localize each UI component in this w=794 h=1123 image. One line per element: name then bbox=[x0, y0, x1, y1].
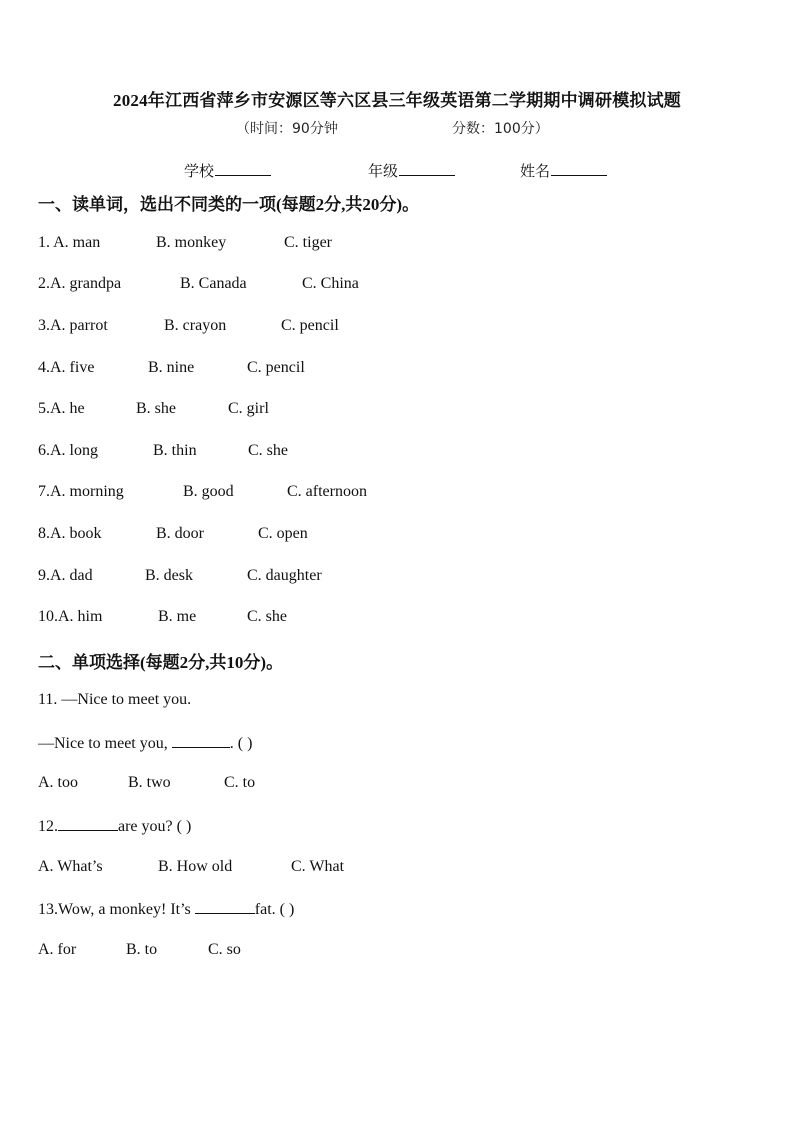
grade-blank[interactable] bbox=[399, 161, 455, 176]
option-c: C. pencil bbox=[247, 359, 305, 376]
option-c: C. tiger bbox=[284, 234, 332, 251]
question-13-blank[interactable] bbox=[195, 899, 255, 914]
question-13-text: 13.Wow, a monkey! It’s bbox=[38, 901, 195, 918]
grade-field bbox=[368, 160, 455, 181]
option-a: 4.A. five bbox=[38, 359, 95, 376]
option-a: A. What’s bbox=[38, 858, 103, 875]
option-c: C. afternoon bbox=[287, 483, 367, 500]
question-11-blank[interactable] bbox=[172, 733, 230, 748]
option-c: C. so bbox=[208, 941, 241, 958]
question-11-stem: 11. —Nice to meet you. bbox=[38, 691, 192, 708]
option-b: B. nine bbox=[148, 359, 195, 376]
question-12-text: are you? ( ) bbox=[118, 818, 192, 835]
name-field bbox=[520, 160, 607, 181]
option-a: A. for bbox=[38, 941, 77, 958]
option-b: B. two bbox=[128, 774, 171, 791]
option-c: C. open bbox=[258, 525, 308, 542]
question-13-stem bbox=[38, 899, 294, 919]
option-a: 9.A. dad bbox=[38, 567, 93, 584]
name-label: 姓名 bbox=[520, 164, 551, 180]
option-c: C. to bbox=[224, 774, 256, 791]
option-c: C. she bbox=[248, 442, 288, 459]
question-12-blank[interactable] bbox=[58, 816, 118, 831]
option-a: 8.A. book bbox=[38, 525, 102, 542]
option-b: B. to bbox=[126, 941, 158, 958]
option-a: A. too bbox=[38, 774, 78, 791]
name-blank[interactable] bbox=[551, 161, 607, 176]
school-blank[interactable] bbox=[215, 161, 271, 176]
page-title: 2024年江西省萍乡市安源区等六区县三年级英语第二学期期中调研模拟试题 bbox=[113, 91, 681, 110]
option-c: C. pencil bbox=[281, 317, 339, 334]
section-1-heading: 一、读单词，选出不同类的一项(每题2分,共20分)。 bbox=[38, 195, 420, 214]
option-c: C. China bbox=[302, 275, 359, 292]
question-11-paren: . ( ) bbox=[229, 735, 253, 752]
exam-score: 分数：100分） bbox=[452, 121, 549, 137]
option-c: C. girl bbox=[228, 400, 269, 417]
option-a: 2.A. grandpa bbox=[38, 275, 122, 292]
section-2-heading: 二、单项选择(每题2分,共10分)。 bbox=[38, 653, 284, 672]
option-c: C. she bbox=[247, 608, 287, 625]
option-a: 10.A. him bbox=[38, 608, 103, 625]
option-b: B. desk bbox=[145, 567, 193, 584]
question-11-line2 bbox=[38, 733, 252, 753]
option-c: C. daughter bbox=[247, 567, 322, 584]
option-b: B. monkey bbox=[156, 234, 227, 251]
option-b: B. she bbox=[136, 400, 176, 417]
option-b: B. good bbox=[183, 483, 234, 500]
option-b: B. me bbox=[158, 608, 197, 625]
option-a: 3.A. parrot bbox=[38, 317, 108, 334]
option-b: B. crayon bbox=[164, 317, 227, 334]
exam-time: （时间：90分钟 bbox=[236, 121, 338, 137]
question-12-number: 12. bbox=[38, 818, 58, 835]
option-b: B. Canada bbox=[180, 275, 247, 292]
grade-label: 年级 bbox=[368, 164, 399, 180]
option-a: 7.A. morning bbox=[38, 483, 124, 500]
option-b: B. door bbox=[156, 525, 204, 542]
school-field bbox=[184, 160, 271, 181]
option-b: B. thin bbox=[153, 442, 197, 459]
question-13-tail: fat. ( ) bbox=[254, 901, 295, 918]
option-a: 1. A. man bbox=[38, 234, 101, 251]
option-c: C. What bbox=[291, 858, 345, 875]
question-11-text: —Nice to meet you, bbox=[38, 735, 172, 752]
question-12-stem bbox=[38, 816, 191, 836]
option-a: 6.A. long bbox=[38, 442, 98, 459]
option-a: 5.A. he bbox=[38, 400, 85, 417]
school-label: 学校 bbox=[184, 164, 215, 180]
option-b: B. How old bbox=[158, 858, 233, 875]
